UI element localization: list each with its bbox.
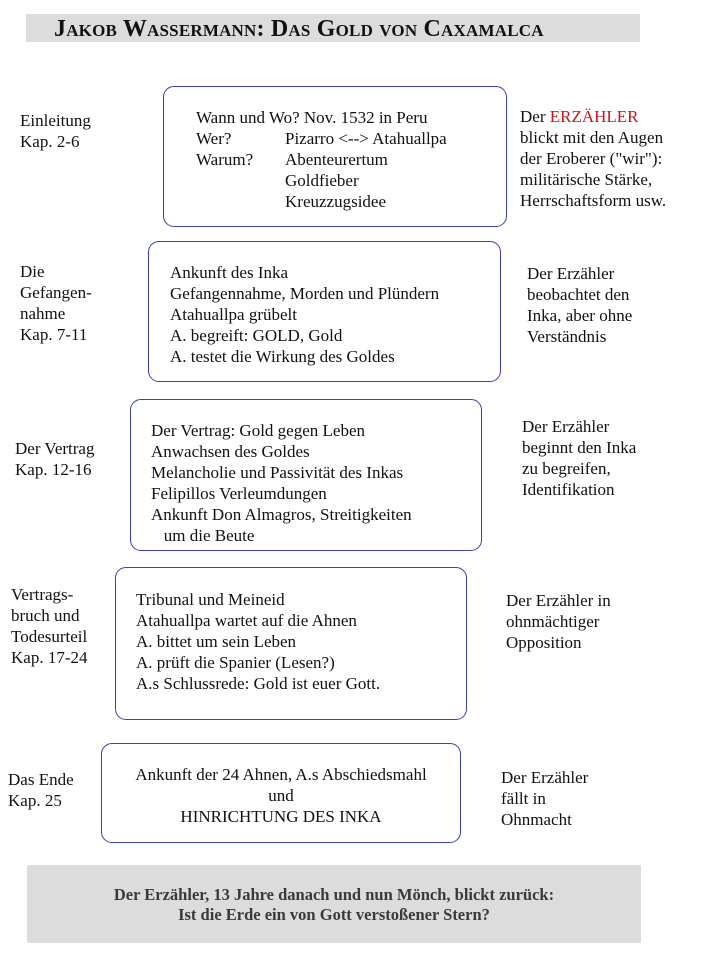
- narrator-note-einleitung: [520, 106, 666, 211]
- box-line: um die Beute: [151, 526, 255, 545]
- box-line-key: Warum?: [196, 150, 254, 169]
- box-line: Atahuallpa wartet auf die Ahnen: [136, 611, 357, 630]
- box-line: Melancholie und Passivität des Inkas: [151, 463, 404, 482]
- label-line: Kap. 12-16: [15, 460, 92, 479]
- side-line: Ohnmacht: [501, 810, 572, 829]
- box-line: Der Vertrag: Gold gegen Leben: [151, 421, 365, 440]
- box-line: A.s Schlussrede: Gold ist euer Gott.: [136, 674, 381, 693]
- box-line-key: [196, 191, 285, 212]
- side-line: beginnt den Inka: [522, 438, 637, 457]
- box-text-vertrag: [151, 420, 412, 546]
- box-line: Atahuallpa grübelt: [170, 305, 297, 324]
- box-text-gefangennahme: [170, 262, 439, 367]
- section-label-gefangennahme: [20, 261, 92, 345]
- side-highlight: ERZÄHLER: [549, 107, 639, 126]
- box-line: A. testet die Wirkung des Goldes: [170, 347, 395, 366]
- box-line-value: Pizarro <--> Atahuallpa: [285, 129, 447, 148]
- box-line-value: Goldfieber: [285, 171, 359, 190]
- box-line: A. begreift: GOLD, Gold: [170, 326, 343, 345]
- side-line: beobachtet den: [527, 285, 630, 304]
- label-line: Kap. 17-24: [11, 648, 88, 667]
- narrator-note-gefangennahme: [527, 263, 632, 347]
- box-text-ende: [101, 764, 461, 827]
- side-line: zu begreifen,: [522, 459, 611, 478]
- side-line: blickt mit den Augen: [520, 128, 664, 147]
- box-line: Anwachsen des Goldes: [151, 442, 310, 461]
- side-line: Identifikation: [522, 480, 615, 499]
- box-line: Tribunal und Meineid: [136, 590, 285, 609]
- label-line: Das Ende: [8, 770, 74, 789]
- box-line: A. prüft die Spanier (Lesen?): [136, 653, 335, 672]
- side-line: ohnmächtiger: [506, 612, 600, 631]
- label-line: Gefangen-: [20, 283, 92, 302]
- section-label-vertrag: [15, 438, 94, 480]
- box-line: Ankunft der 24 Ahnen, A.s Abschiedsmahl: [135, 765, 427, 784]
- side-line: fällt in: [501, 789, 546, 808]
- label-line: Kap. 2-6: [20, 132, 80, 151]
- box-line: HINRICHTUNG DES INKA: [180, 807, 382, 826]
- footer-band: [27, 865, 641, 943]
- box-line: Ankunft des Inka: [170, 263, 289, 282]
- box-line: Wann und Wo? Nov. 1532 in Peru: [196, 108, 428, 127]
- section-label-einleitung: [20, 110, 91, 152]
- narrator-note-vertragsbruch: [506, 590, 611, 653]
- label-line: Kap. 25: [8, 791, 62, 810]
- box-text-einleitung: [196, 107, 447, 212]
- box-line-key: Wer?: [196, 129, 232, 148]
- box-line: Ankunft Don Almagros, Streitigkeiten: [151, 505, 412, 524]
- side-line: Opposition: [506, 633, 582, 652]
- side-line: Der Erzähler: [501, 768, 589, 787]
- label-line: Die: [20, 262, 45, 281]
- box-line-key: [196, 170, 285, 191]
- box-line: Felipillos Verleumdungen: [151, 484, 327, 503]
- box-line-value: Kreuzzugsidee: [285, 192, 387, 211]
- side-line: Der Erzähler: [522, 417, 610, 436]
- side-line: Inka, aber ohne: [527, 306, 633, 325]
- label-line: Todesurteil: [11, 627, 88, 646]
- box-text-vertragsbruch: [136, 589, 380, 694]
- side-line: Herrschaftsform usw.: [520, 191, 667, 210]
- label-line: Kap. 7-11: [20, 325, 88, 344]
- narrator-note-ende: [501, 767, 588, 830]
- label-line: Einleitung: [20, 111, 91, 130]
- side-line: Verständnis: [527, 327, 607, 346]
- side-prefix: Der: [520, 107, 550, 126]
- footer-line: Ist die Erde ein von Gott verstoßener Stern?: [178, 905, 490, 924]
- label-line: Der Vertrag: [15, 439, 95, 458]
- side-line: Der Erzähler in: [506, 591, 611, 610]
- box-line-value: Abenteurertum: [285, 150, 388, 169]
- box-line: A. bittet um sein Leben: [136, 632, 297, 651]
- section-label-vertragsbruch: [11, 584, 87, 668]
- side-line: der Eroberer ("wir"):: [520, 149, 663, 168]
- box-line: und: [268, 786, 294, 805]
- side-line: Der Erzähler: [527, 264, 615, 283]
- label-line: nahme: [20, 304, 66, 323]
- section-label-ende: [8, 769, 74, 811]
- narrator-note-vertrag: [522, 416, 636, 500]
- side-line: militärische Stärke,: [520, 170, 653, 189]
- label-line: bruch und: [11, 606, 80, 625]
- box-line: Gefangennahme, Morden und Plündern: [170, 284, 440, 303]
- footer-line: Der Erzähler, 13 Jahre danach und nun Mönch, blickt zurück:: [113, 885, 555, 904]
- page-title: Jakob Wassermann: Das Gold von Caxamalca: [54, 16, 544, 42]
- label-line: Vertrags-: [11, 585, 74, 604]
